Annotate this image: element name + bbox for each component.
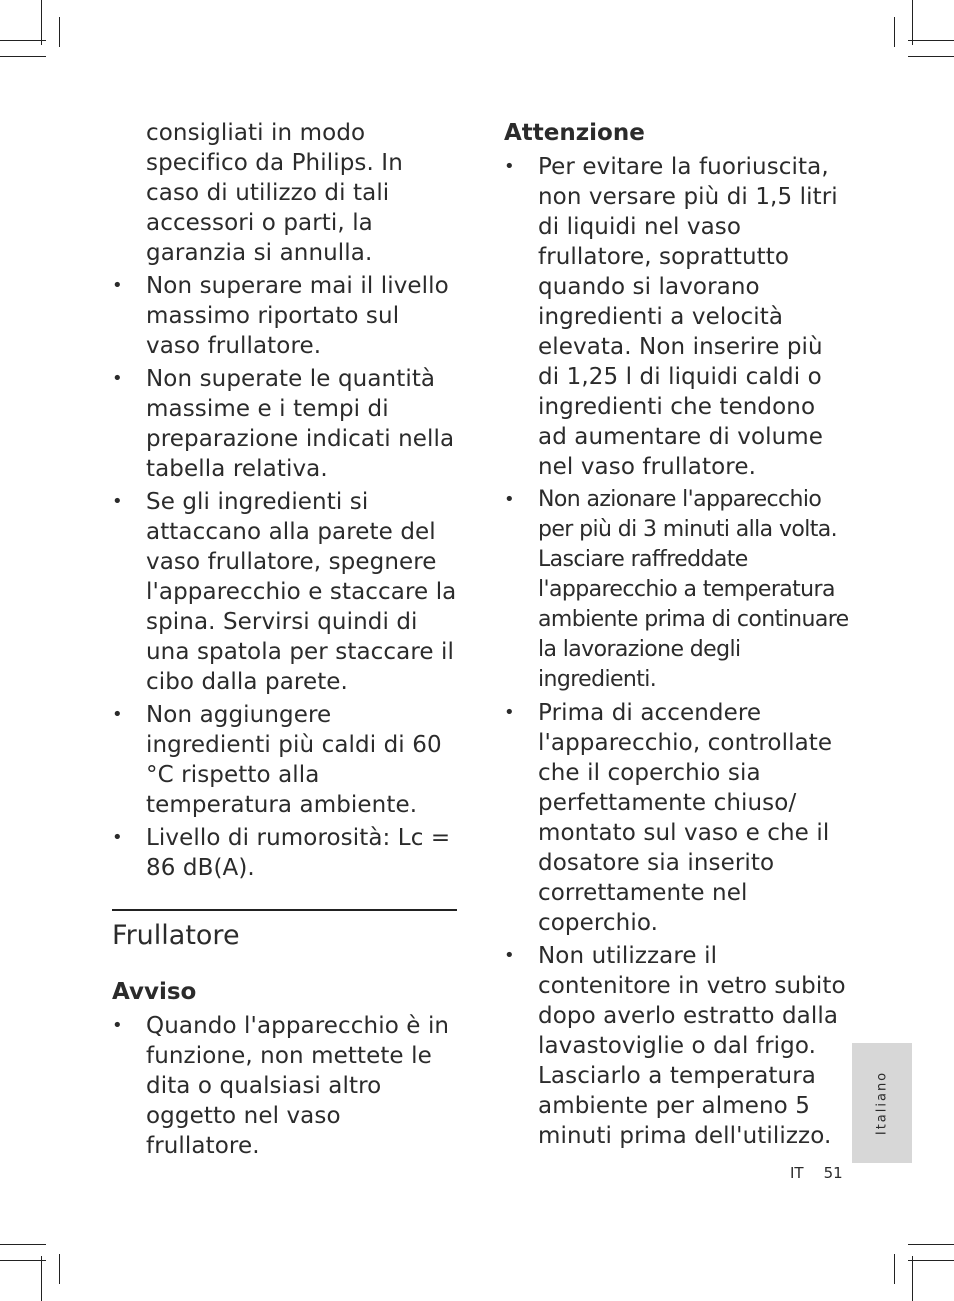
page-number: 51 xyxy=(823,1164,843,1182)
section-title: Frullatore xyxy=(112,920,240,951)
bullet-item: • Quando l'apparecchio è in funzione, non mettete le dita o qualsiasi altro oggetto nel vaso frullatore. xyxy=(112,1011,457,1161)
bullet-item: • Livello di rumorosità: Lc = 86 dB(A). xyxy=(112,823,457,883)
section-divider xyxy=(112,909,457,911)
warning-subhead: Avviso xyxy=(112,979,197,1005)
crop-mark xyxy=(0,56,46,57)
crop-mark xyxy=(59,1254,60,1284)
bullet-item: • Per evitare la fuoriuscita, non versare più di 1,5 litri di liquidi nel vaso frullatore, soprattutto quando si lavorano ingredienti a velocità elevata. Non inserire più di 1,25 l di liquidi caldi o ingredienti che tendono ad aumentare di volume nel vaso frullatore. xyxy=(504,152,849,482)
bullet-item: • Non superare mai il livello massimo riportato sul vaso frullatore. xyxy=(112,271,457,361)
bullet-item: • Prima di accendere l'apparecchio, controllate che il coperchio sia perfettamente chiuso/ montato sul vaso e che il dosatore sia inserito correttamente nel coperchio. xyxy=(504,698,849,938)
crop-mark xyxy=(912,1256,913,1301)
crop-mark xyxy=(908,1244,954,1245)
crop-mark xyxy=(908,56,954,57)
bullet-item: • Non azionare l'apparecchio per più di 3 minuti alla volta. Lasciare raffreddate l'apparecchio a temperatura ambiente prima di continuare la lavorazione degli ingredienti. xyxy=(504,485,849,695)
left-column xyxy=(112,118,457,1164)
crop-mark xyxy=(908,40,954,41)
bullet-item: • Se gli ingredienti si attaccano alla parete del vaso frullatore, spegnere l'apparecchio e staccare la spina. Servirsi quindi di una spatola per staccare il cibo dalla parete. xyxy=(112,487,457,697)
crop-mark xyxy=(912,0,913,45)
crop-mark xyxy=(908,1260,954,1261)
crop-mark xyxy=(0,40,46,41)
crop-mark xyxy=(41,0,42,45)
bullet-item: • Non utilizzare il contenitore in vetro subito dopo averlo estratto dalla lavastoviglie o dal frigo. Lasciarlo a temperatura ambiente per almeno 5 minuti prima dell'utilizzo. xyxy=(504,941,849,1151)
crop-mark xyxy=(0,1244,46,1245)
language-code: IT xyxy=(790,1164,804,1182)
caution-subhead: Attenzione xyxy=(504,120,645,146)
crop-mark xyxy=(59,17,60,47)
bullet-item: • Non aggiungere ingredienti più caldi di 60 °C rispetto alla temperatura ambiente. xyxy=(112,700,457,820)
crop-mark xyxy=(894,17,895,47)
crop-mark xyxy=(894,1254,895,1284)
bullet-item: • Non superate le quantità massime e i tempi di preparazione indicati nella tabella relativa. xyxy=(112,364,457,484)
crop-mark xyxy=(41,1256,42,1301)
page-footer xyxy=(790,1164,843,1182)
language-tab xyxy=(852,1043,912,1163)
right-column xyxy=(504,118,849,1154)
continuation-text: consigliati in modo specifico da Philips. In caso di utilizzo di tali accessori o parti, la garanzia si annulla. xyxy=(146,120,403,266)
language-tab-label: Italiano xyxy=(874,1070,890,1136)
crop-mark xyxy=(0,1260,46,1261)
